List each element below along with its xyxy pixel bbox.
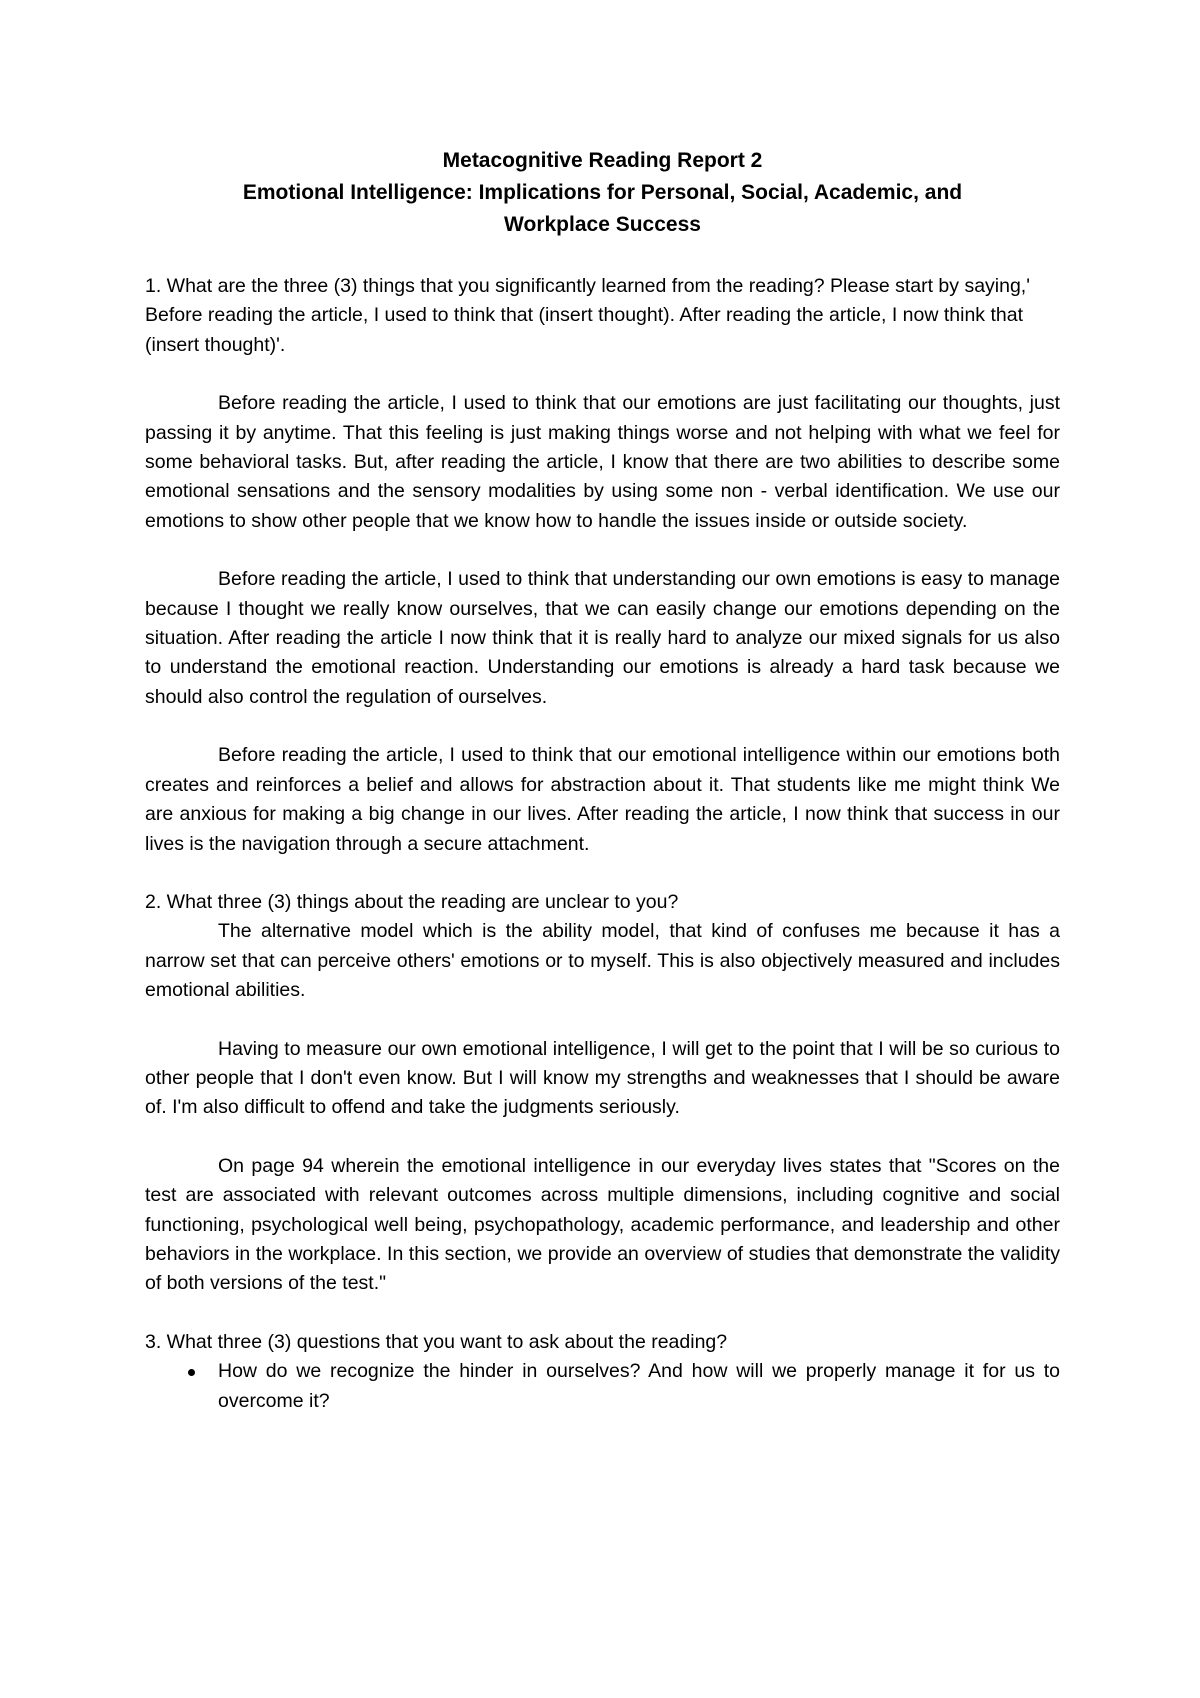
- spacer: [145, 859, 1060, 888]
- answer-2-paragraph-1: The alternative model which is the ability model, that kind of confuses me because it has a narrow set that can perceive others' emotions or to myself. This is also objectively measured and includes emotional abilities.: [145, 920, 1060, 1002]
- question-3: 3. What three (3) questions that you want to ask about the reading?: [145, 1330, 728, 1353]
- spacer: [145, 536, 1060, 565]
- bullet-icon: [188, 1369, 195, 1376]
- answer-1-paragraph-1: Before reading the article, I used to think that our emotions are just facilitating our thoughts, just passing it by anytime. That this feeling is just making things worse and not helping with what we feel for some behavioral tasks. But, after reading the article, I know that there are two abilities to describe some emotional sensations and the sensory modalities by using some non - verbal identification. We use our emotions to show other people that we know how to handle the issues inside or outside society.: [145, 392, 1060, 532]
- title-block: [145, 145, 1060, 241]
- report-body: [145, 272, 1060, 1416]
- list-item-text: How do we recognize the hinder in ourselves? And how will we properly manage it for us to overcome it?: [218, 1360, 1060, 1412]
- list-item: [145, 1357, 1060, 1416]
- answer-2-paragraph-2: Having to measure our own emotional intelligence, I will get to the point that I will be so curious to other people that I don't even know. But I will know my strengths and weaknesses that I should be aware of. I'm also difficult to offend and take the judgments seriously.: [145, 1037, 1060, 1119]
- spacer: [145, 360, 1060, 389]
- spacer: [145, 1299, 1060, 1328]
- spacer: [145, 1006, 1060, 1035]
- spacer: [145, 712, 1060, 741]
- answer-1-paragraph-3: Before reading the article, I used to think that our emotional intelligence within our emotions both creates and reinforces a belief and allows for abstraction about it. That students like me might think We are anxious for making a big change in our lives. After reading the article, I now think that success in our lives is the navigation through a secure attachment.: [145, 744, 1060, 855]
- answer-1-paragraph-2: Before reading the article, I used to think that understanding our own emotions is easy to manage because I thought we really know ourselves, that we can easily change our emotions depending on the situation. After reading the article I now think that it is really hard to analyze our mixed signals for us also to understand the emotional reaction. Understanding our emotions is already a hard task because we should also control the regulation of ourselves.: [145, 568, 1060, 708]
- answer-2-paragraph-3: On page 94 wherein the emotional intelligence in our everyday lives states that "Scores on the test are associated with relevant outcomes across multiple dimensions, including cognitive and social functioning, psychological well being, psychopathology, academic performance, and leadership and other behaviors in the workplace. In this section, we provide an overview of studies that demonstrate the validity of both versions of the test.": [145, 1154, 1060, 1295]
- report-subtitle-line-2: Workplace Success: [504, 213, 701, 236]
- question-2: 2. What three (3) things about the reading are unclear to you?: [145, 890, 679, 913]
- report-title: Metacognitive Reading Report 2: [442, 149, 763, 172]
- question-list: [145, 1357, 1060, 1416]
- report-subtitle-line-1: Emotional Intelligence: Implications for Personal, Social, Academic, and: [242, 181, 963, 204]
- spacer: [145, 1123, 1060, 1152]
- question-1: 1. What are the three (3) things that you significantly learned from the reading? Please start by saying,' Before reading the article, I used to think that (insert thought). After reading the article, I now think that (insert thought)'.: [145, 275, 1030, 356]
